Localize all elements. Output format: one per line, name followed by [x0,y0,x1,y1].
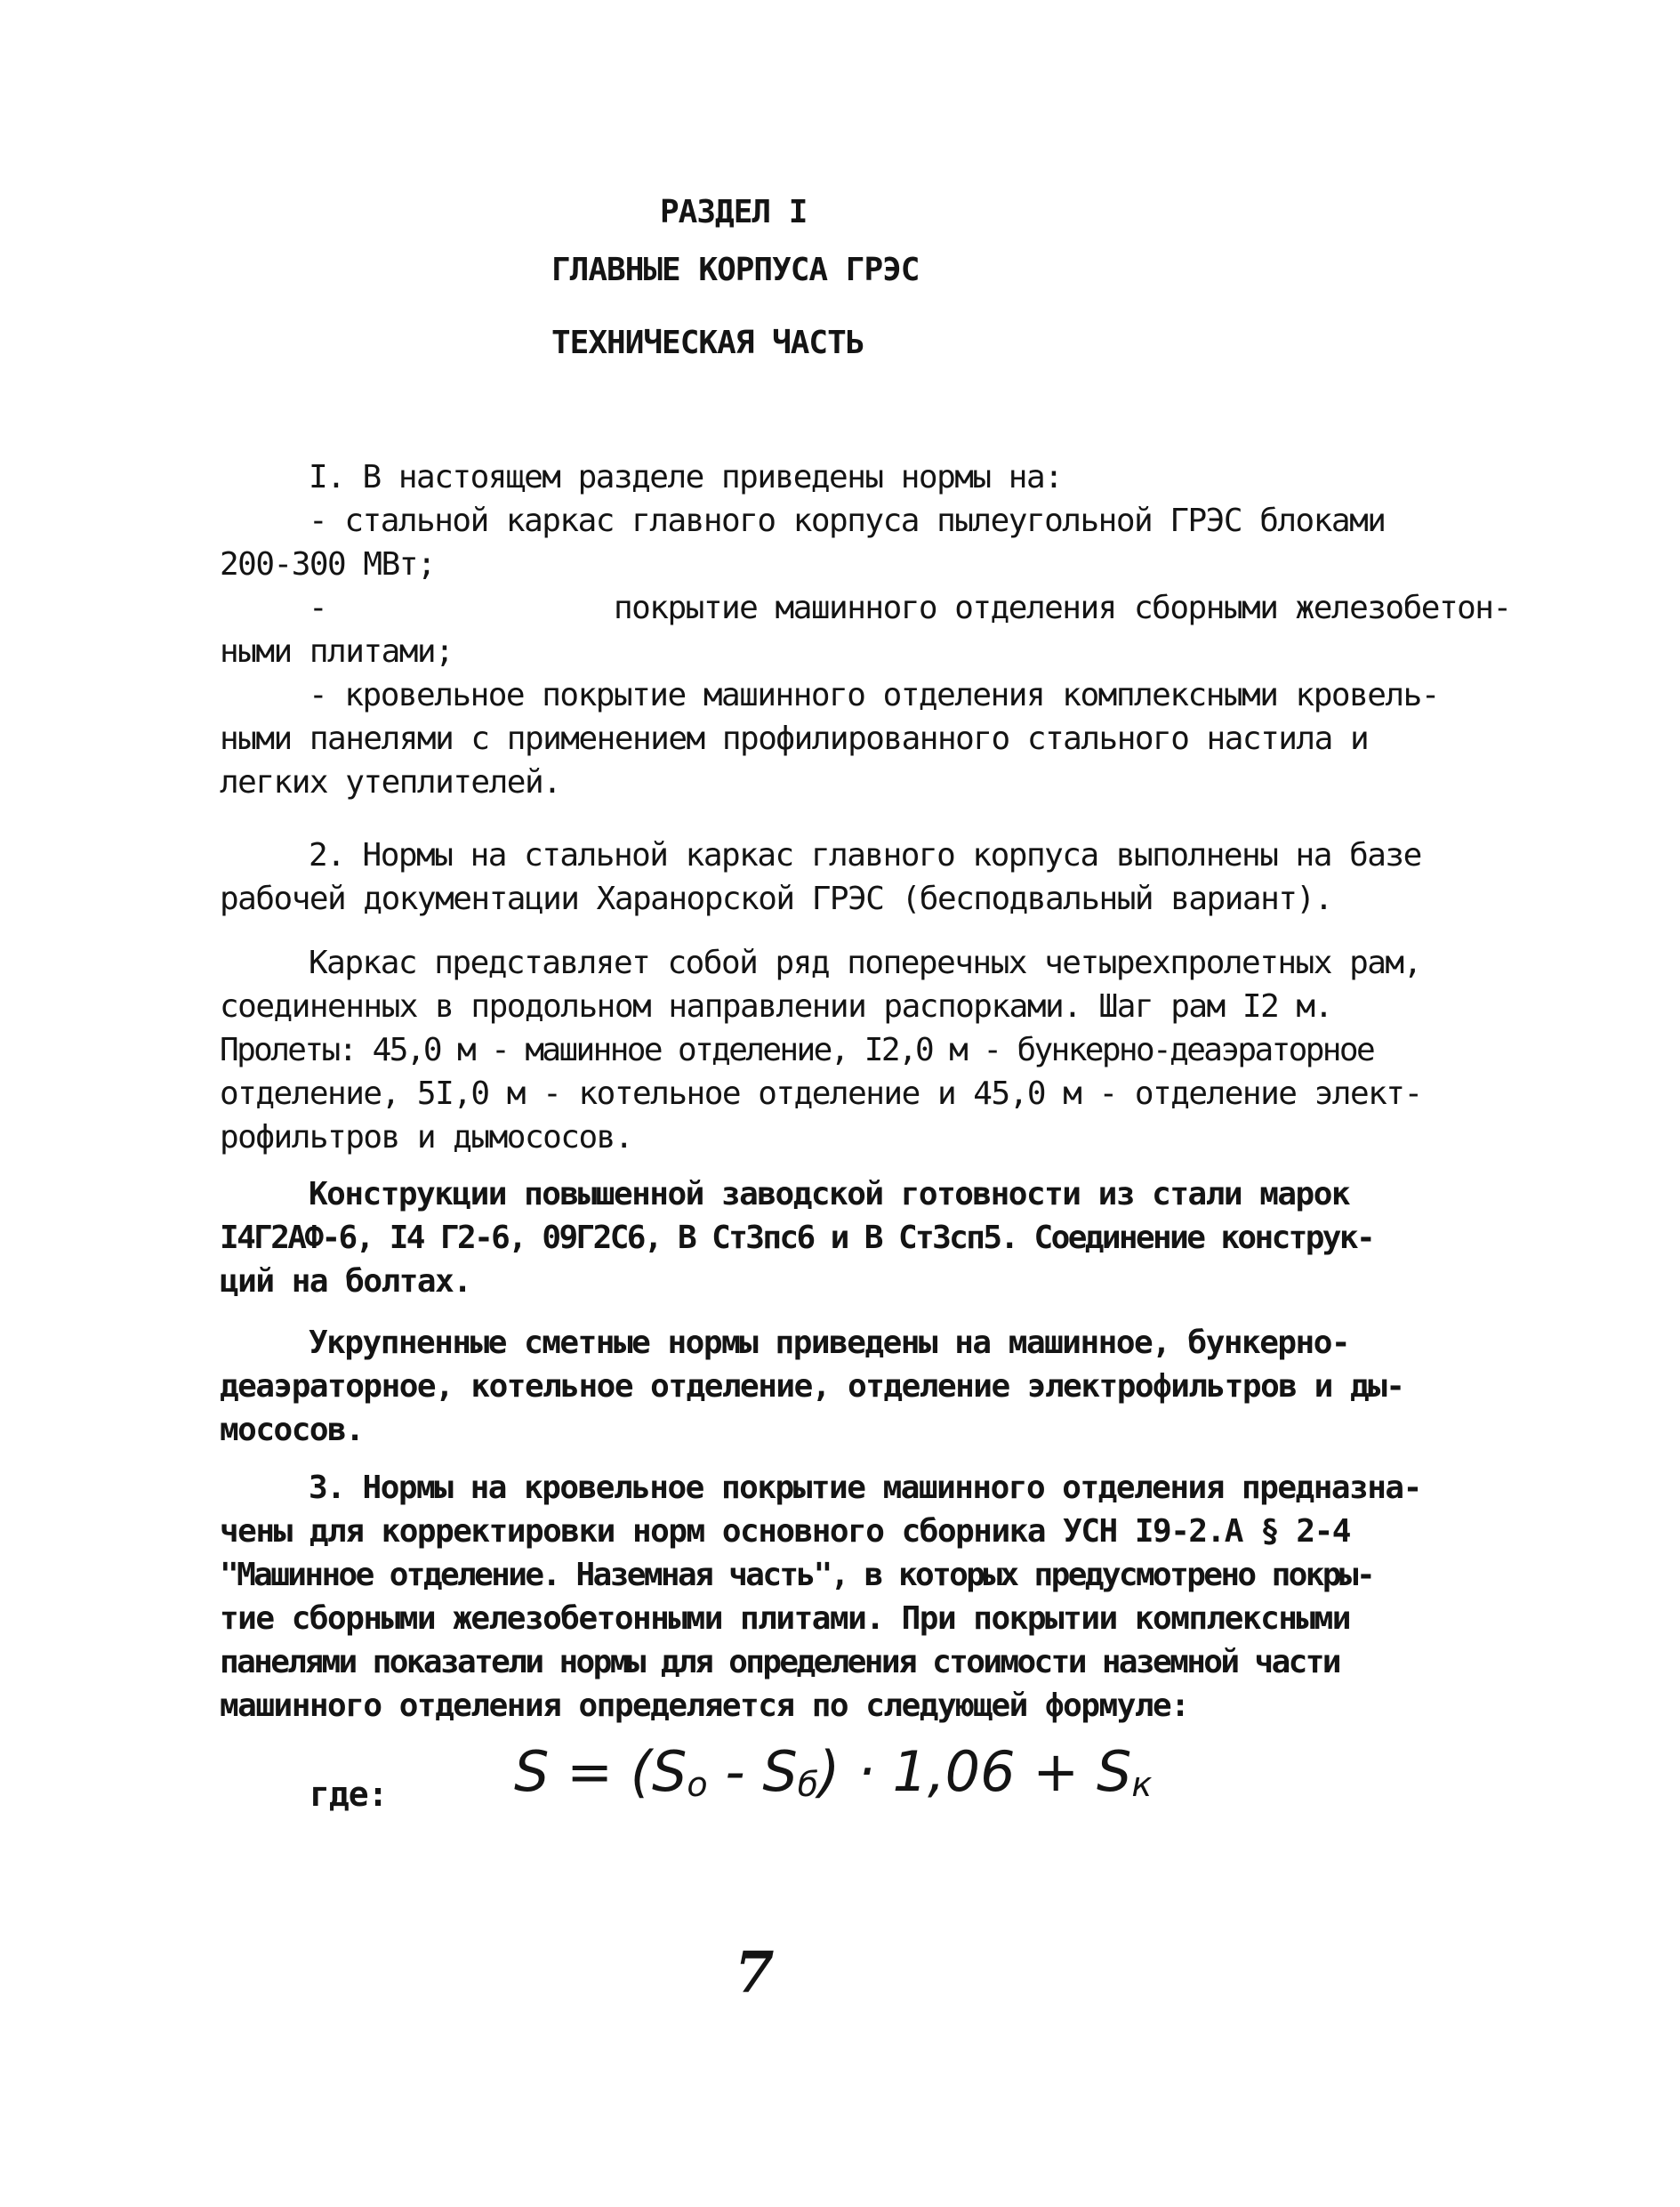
paragraph-6 [220,1466,1465,1728]
paragraph-line: "Машинное отделение. Наземная часть", в которых предусмотрено покры- [220,1557,1374,1593]
paragraph-line: 3. Нормы на кровельное покрытие машинного отделения предназна- [309,1470,1421,1506]
paragraph-line: - кровельное покрытие машинного отделения комплексными кровель- [309,677,1439,713]
paragraph-line: ций на болтах. [220,1263,471,1300]
paragraph-line: ными плитами; [220,633,454,670]
paragraph-line: Каркас представляет собой ряд поперечных четырехпролетных рам, [309,945,1421,981]
paragraph-line: панелями показатели нормы для определения стоимости наземной части [220,1644,1339,1680]
page-number: 7 [735,1939,775,2006]
paragraph-line: 200-300 МВт; [220,546,436,583]
formula-open-paren: ( [630,1739,652,1804]
cost-formula [514,1739,1152,1804]
paragraph-5 [220,1321,1465,1452]
formula-sk: S [1096,1739,1132,1804]
paragraph-line: отделение, 5I,0 м - котельное отделение и 45,0 м - отделение элект- [220,1075,1422,1112]
formula-close-paren: ) [818,1739,840,1804]
paragraph-line: I. В настоящем разделе приведены нормы на: [309,459,1063,495]
paragraph-line: 2. Нормы на стальной каркас главного корпуса выполнены на базе [309,837,1421,874]
paragraph-line: тие сборными железобетонными плитами. При покрытии комплексными [220,1600,1350,1637]
section-title: РАЗДЕЛ I [660,194,808,230]
formula-sk-subscript: к [1131,1765,1153,1804]
formula-coefficient: 1,06 [892,1739,1016,1804]
formula-label: где: [309,1775,388,1814]
paragraph-line: соединенных в продольном направлении распорками. Шаг рам I2 м. [220,988,1332,1025]
formula-plus: + [1033,1739,1080,1804]
paragraph-line: мососов. [220,1412,364,1448]
paragraph-line: рабочей документации Харанорской ГРЭС (бесподвальный вариант). [220,881,1332,917]
paragraph-2 [220,834,1465,921]
formula-s0: S [651,1739,687,1804]
part-title: ТЕХНИЧЕСКАЯ ЧАСТЬ [551,325,864,361]
paragraph-line: Укрупненные сметные нормы приведены на машинное, бункерно- [309,1325,1350,1361]
paragraph-line: машинного отделения определяется по следующей формуле: [220,1687,1189,1724]
formula-s0-subscript: o [687,1765,708,1804]
paragraph-line: рофильтров и дымососов. [220,1119,632,1156]
formula-minus: - [725,1739,745,1804]
formula-dot: · [857,1739,875,1804]
paragraph-line: - покрытие машинного отделения сборными железобетон- [309,590,1511,626]
paragraph-4 [220,1172,1465,1303]
paragraph-line: I4Г2АФ-6, I4 Г2-6, 09Г2С6, В Ст3пс6 и В Ст3сп5. Соединение конструк- [220,1220,1374,1256]
formula-equals: = [567,1739,614,1804]
paragraph-line: ными панелями с применением профилированного стального настила и [220,721,1369,757]
paragraph-3 [220,941,1465,1159]
paragraph-line: легких утеплителей. [220,764,561,801]
section-subtitle: ГЛАВНЫЕ КОРПУСА ГРЭС [551,252,920,288]
formula-sb: S [762,1739,798,1804]
paragraph-line: деаэраторное, котельное отделение, отделение электрофильтров и ды- [220,1368,1404,1405]
paragraph-line: Пролеты: 45,0 м - машинное отделение, I2,0 м - бункерно-деаэраторное [220,1032,1374,1068]
paragraph-line: чены для корректировки норм основного сборника УСН I9-2.А § 2-4 [220,1513,1350,1550]
paragraph-1 [220,455,1511,804]
paragraph-line: - стальной каркас главного корпуса пылеугольной ГРЭС блоками [309,503,1386,539]
formula-sb-subscript: б [797,1765,819,1804]
paragraph-line: Конструкции повышенной заводской готовности из стали марок [309,1176,1350,1212]
formula-lhs: S [514,1739,550,1804]
